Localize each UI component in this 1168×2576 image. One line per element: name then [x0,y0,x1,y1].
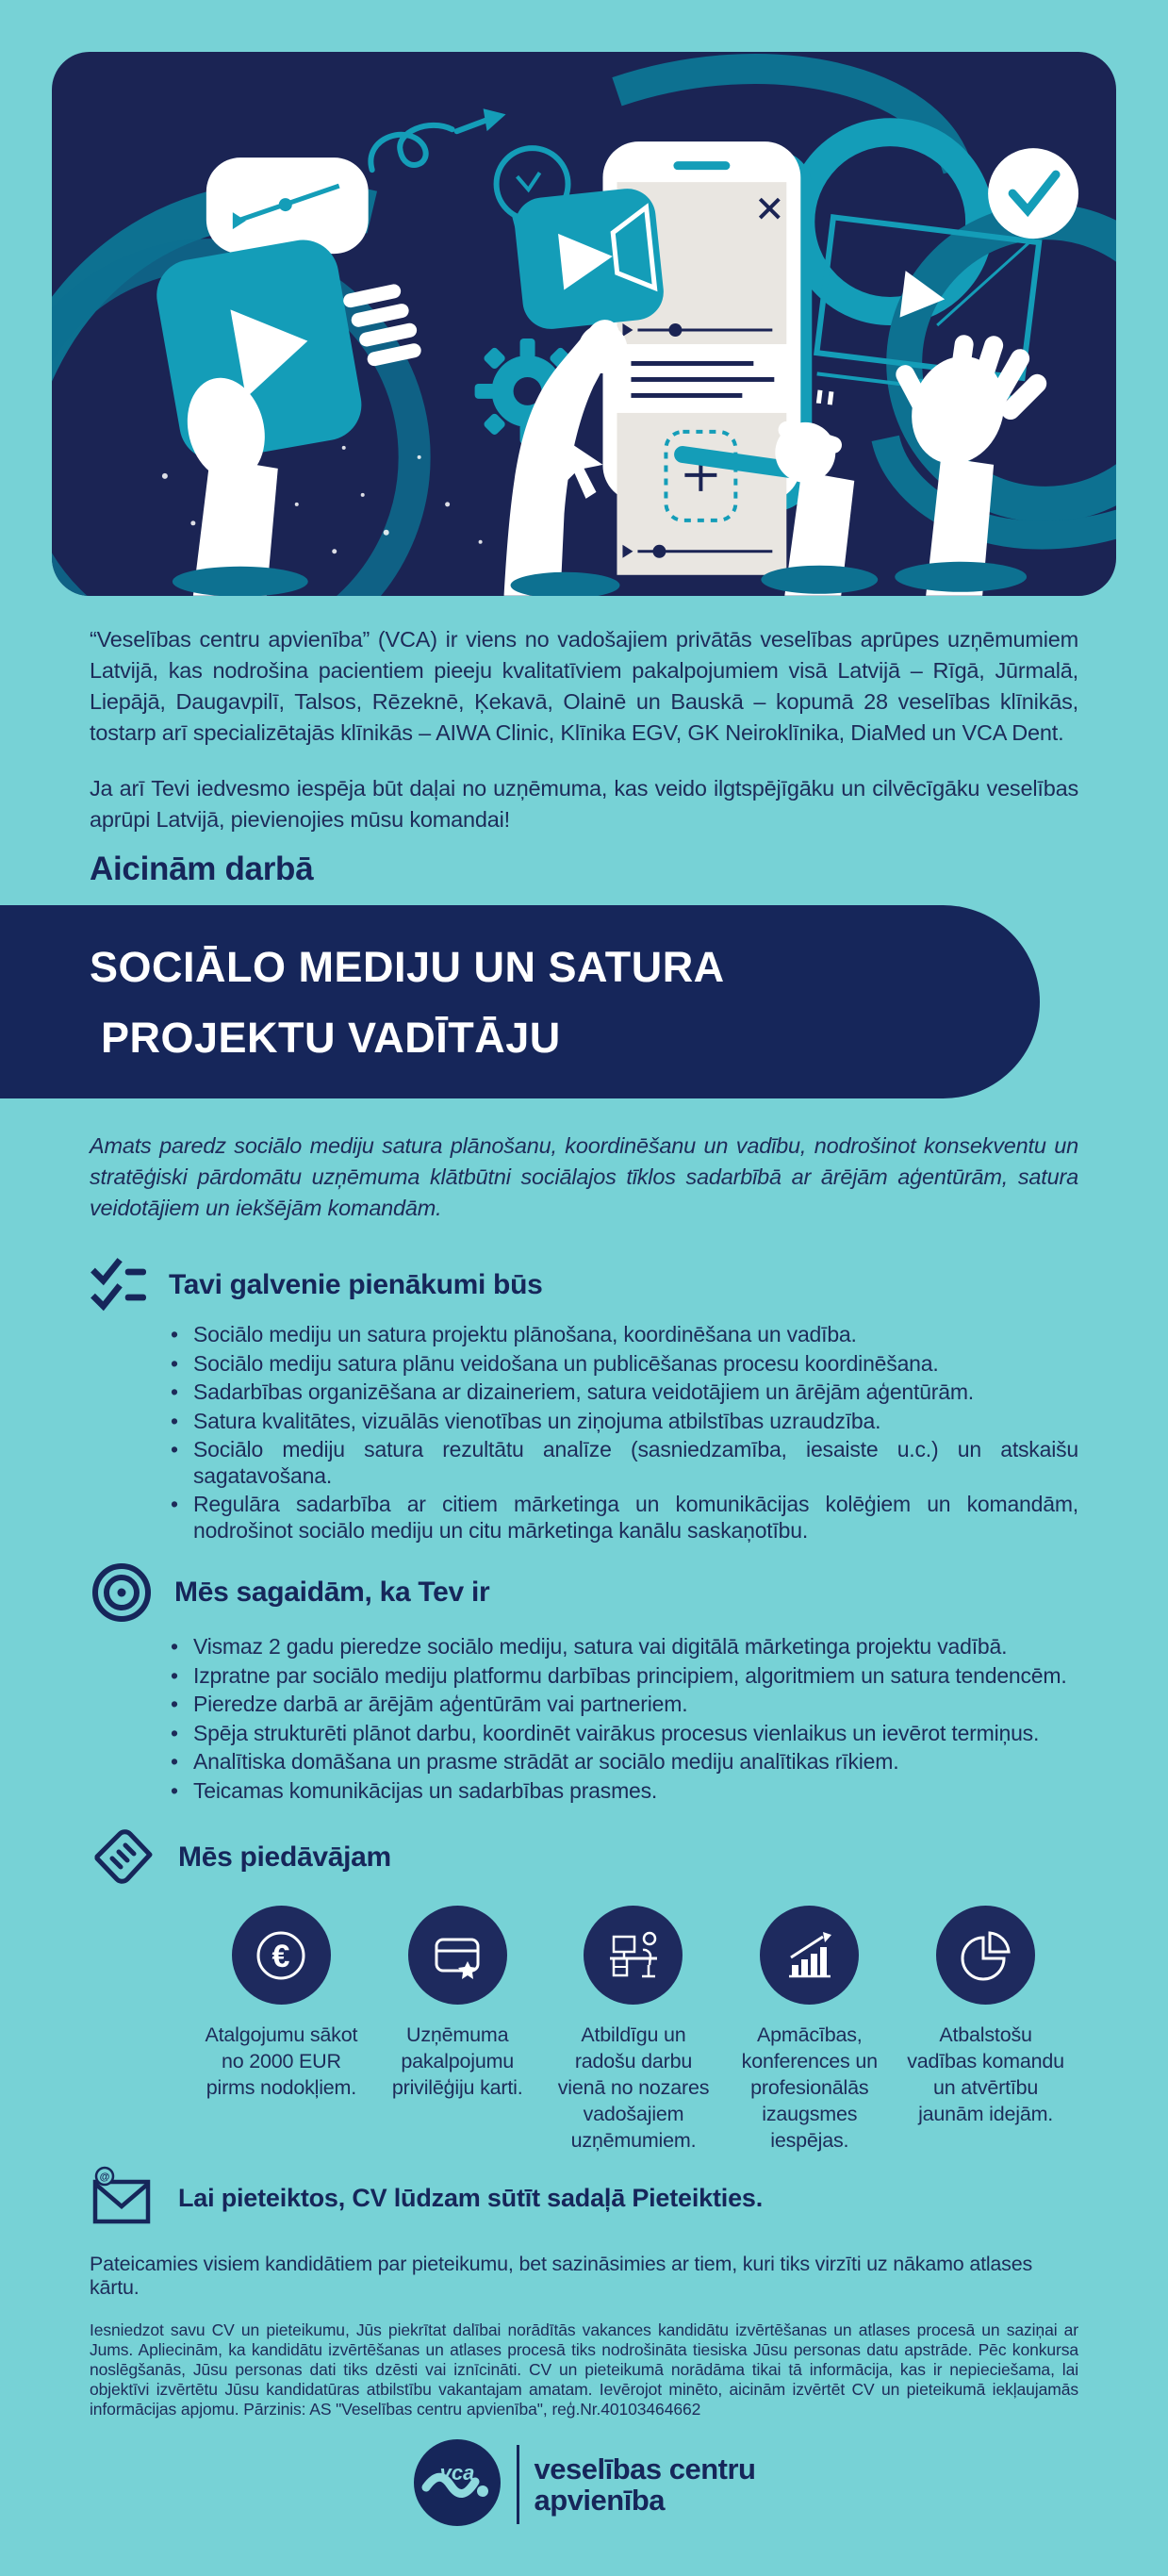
expectations-list [90,1634,1078,1804]
envelope-icon [90,2165,156,2232]
squiggle-line [370,125,452,170]
benefit-supportive-team [897,1906,1074,2154]
logo-line2: apvienība [534,2484,666,2517]
company-description: “Veselības centru apvienība” (VCA) ir viens no vadošajiem privātās veselības aprūpes uzņēmumiem Latvijā, kas nodrošina pacientiem pieeju kvalitatīviem pakalpojumiem visā Latvijā – Rīgā, Jūrmalā, Liepājā, Daugavpilī, Talsos, Rēzeknē, Ķekavā, Olainē un Bauskā – kopumā 28 veselības klīnikās, tostarp arī specializētajās klīnikās – AIWA Clinic, Klīnika EGV, GK Neiroklīnika, DiaMed un VCA Dent. [90,627,1078,745]
list-item: • Vismaz 2 gadu pieredze sociālo mediju, satura vai digitālā mārketinga projektu vadībā. [167,1634,1078,1660]
logo-wordmark [535,2453,756,2516]
euro-coin-icon [232,1906,331,2005]
section-title: Tavi galvenie pienākumi būs [169,1269,543,1300]
list-item: • Sociālo mediju satura rezultātu analīze (sasniedzamība, iesaiste u.c.) un atskaišu sagatavošana. [167,1437,1078,1489]
list-item: • Izpratne par sociālo mediju platformu darbības principiem, algoritmiem un satura tendencēm. [167,1663,1078,1690]
handshake-icon [90,1825,157,1891]
workplace-desk-icon [584,1906,683,2005]
section-header-expectations [90,1560,1078,1625]
benefit-caption: Atbildīgu un radošu darbu vienā no nozares vadošajiem uzņēmumiem. [557,2023,710,2152]
vacancy-title-banner [0,905,1040,1098]
arrow-line [457,120,487,131]
benefit-creative-work [546,1906,722,2154]
list-item: • Sociālo mediju un satura projektu plānošana, koordinēšana un vadība. [167,1322,1078,1348]
logo-divider [517,2445,519,2524]
apply-instruction: Lai pieteiktos, CV lūdzam sūtīt sadaļā Pieteikties. [178,2184,764,2212]
svg-text:@: @ [99,2171,110,2183]
privilege-card-icon [408,1906,507,2005]
svg-text:€: € [271,1938,290,1974]
hero-illustration [52,52,1116,596]
benefit-caption: Atbalstošu vadības komandu un atvērtību jaunām idejām. [907,2023,1064,2125]
svg-text:vca: vca [439,2460,474,2485]
list-item: • Pieredze darbā ar ārējām aģentūrām vai partneriem. [167,1692,1078,1718]
list-item: • Teicamas komunikācijas un sadarbības prasmes. [167,1778,1078,1805]
company-intro [90,624,1078,835]
list-item: • Analītiska domāšana un prasme strādāt ar sociālo mediju analītikas rīkiem. [167,1749,1078,1775]
apply-row [90,2165,1078,2232]
checklist-icon [90,1258,148,1313]
benefit-salary [193,1906,370,2154]
pie-chart-icon [936,1906,1035,2005]
benefit-caption: Apmācības, konferences un profesionālās izaugsmes iespējas. [741,2023,878,2152]
section-title: Mēs sagaidām, ka Tev ir [174,1577,490,1608]
role-summary: Amats paredz sociālo mediju satura plānošanu, koordinēšanu un vadību, nodrošinot konsekventu un stratēģiski pārdomātu uzņēmuma klātbūtni sociālajos tīklos sadarbībā ar ārējām aģentūrām, satura veidotājiem un iekšējām komandām. [90,1133,1078,1220]
invitation-paragraph: Ja arī Tevi iedvesmo iespēja būt daļai no uzņēmuma, kas veido ilgtspējīgāku un cilvēcīgāku veselības aprūpi Latvijā, pievienojies mūsu komandai! [90,776,1078,832]
list-item: • Spēja strukturēti plānot darbu, koordinēt vairākus procesus vienlaikus un ievērot termiņus. [167,1721,1078,1747]
vacancy-title-line2: PROJEKTU VADĪTĀJU [101,1013,561,1062]
benefit-training [721,1906,897,2154]
growth-chart-icon [760,1906,859,2005]
vca-logo-mark [413,2438,502,2532]
vacancy-title-line1: SOCIĀLO MEDIJU UN SATURA [90,942,725,991]
list-item: • Sadarbības organizēšana ar dizaineriem, satura veidotājiem un ārējām aģentūrām. [167,1379,1078,1406]
logo-line1: veselības centru [534,2452,756,2485]
benefit-caption: Atalgojumu sākot no 2000 EUR pirms nodokļiem. [205,2023,358,2099]
invite-label: Aicinām darbā [90,850,314,887]
section-title: Mēs piedāvājam [178,1841,391,1873]
privacy-disclaimer: Iesniedzot savu CV un pieteikumu, Jūs piekrītat dalībai norādītās vakances kandidātu izvērtēšanas un atlases procesā un saziņai ar Jums. Apliecinām, ka kandidātu izvērtēšanas un atlases procesā tiks nodrošināta tiesiska Jūsu personas datu apstrāde. Pēc konkursa noslēgšanās, Jūsu personas dati tiks dzēsti vai iznīcināti. CV un pieteikumā norādāma tikai tā informācija, kas ir nepieciešama, lai objektīvi izvērtētu Jūsu kandidatūras atbilstību vakantajam amatam. Ievērojot minēto, aicinām izvērtēt CV un pieteikumā iekļaujamās informācijas apjomu. Pārzinis: AS "Veselības centru apvienība", reģ.Nr.40103464662 [90,2320,1078,2419]
section-header-duties [90,1258,1078,1313]
arrow-head [484,108,506,131]
section-header-offer [90,1825,1078,1891]
list-item: • Regulāra sadarbība ar citiem mārketinga un komunikācijas kolēģiem un komandām, nodrošinot sociālo mediju un citu mārketinga kanālu saskaņotību. [167,1492,1078,1544]
duties-list [90,1322,1078,1544]
target-icon [90,1560,154,1625]
video-camera-tile [512,186,666,332]
benefit-caption: Uzņēmuma pakalpojumu privilēģiju karti. [391,2023,523,2099]
social-media-hands-illustration [52,52,1116,596]
company-logo [0,2438,1168,2532]
benefit-privilege-card [370,1906,546,2154]
list-item: • Sociālo mediju satura plānu veidošana un publicēšanas procesu koordinēšana. [167,1351,1078,1378]
thanks-note: Pateicamies visiem kandidātiem par pieteikumu, bet sazināsimies ar tiem, kuri tiks virzīti uz nākamo atlases kārtu. [90,2253,1033,2299]
benefits-row [193,1906,1074,2154]
list-item: • Satura kvalitātes, vizuālās vienotības un ziņojuma atbilstības uzraudzība. [167,1409,1078,1435]
